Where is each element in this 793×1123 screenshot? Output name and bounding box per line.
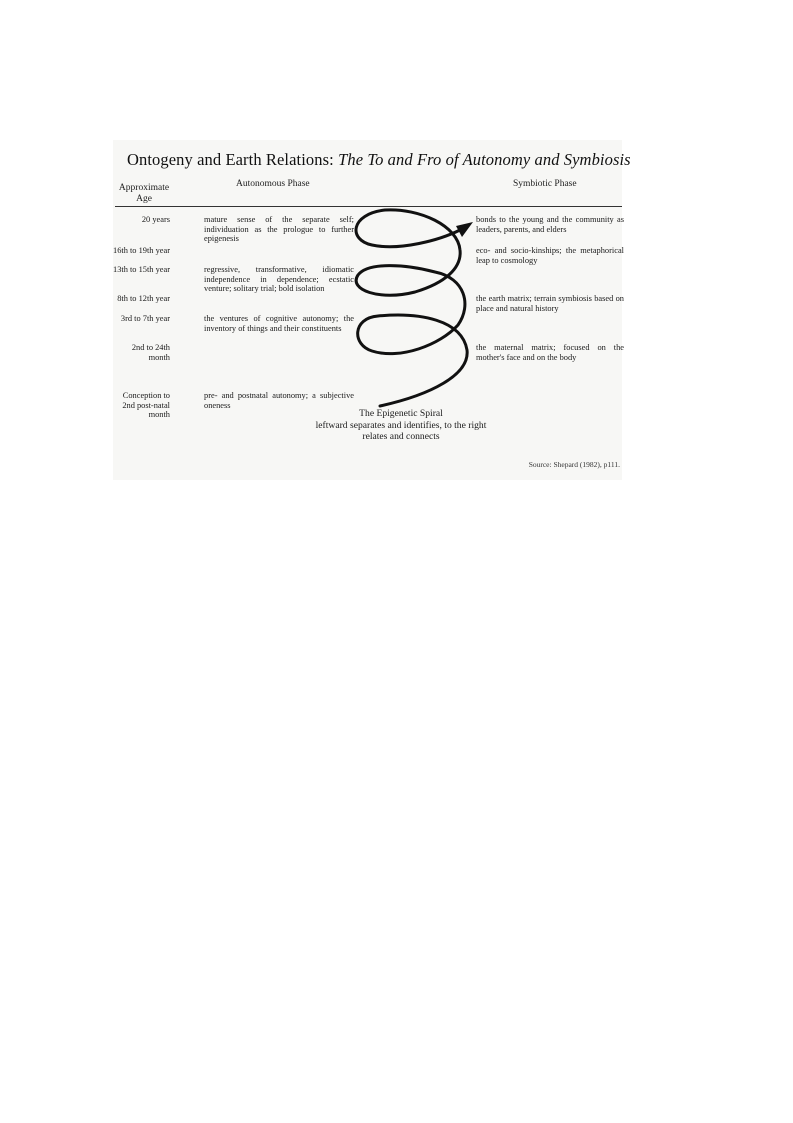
- spiral-arrowhead: [456, 222, 473, 237]
- header-symbiotic: Symbiotic Phase: [513, 179, 577, 189]
- age-label: 13th to 15th year: [113, 265, 170, 274]
- source-note: Source: Shepard (1982), p111.: [528, 460, 620, 469]
- age-label: 20 years: [141, 215, 170, 224]
- autonomous-text: regressive, transformative, idiomatic independence in dependence; ecstatic venture; solitary trial; bold isolation: [204, 265, 354, 294]
- age-label: 3rd to 7th year: [120, 314, 170, 323]
- age-label: Conception to 2nd post-natal month: [122, 391, 170, 420]
- age-label: 2nd to 24th month: [131, 343, 170, 362]
- title-subtitle: The To and Fro of Autonomy and Symbiosis: [338, 150, 631, 169]
- spiral-caption: [306, 408, 496, 443]
- symbiotic-text: eco- and socio-kinships; the metaphorical leap to cosmology: [476, 246, 624, 265]
- autonomous-text: the ventures of cognitive autonomy; the inventory of things and their constituents: [204, 314, 354, 333]
- header-age: Approximate Age: [118, 183, 170, 204]
- spiral-description: leftward separates and identifies, to the right relates and connects: [315, 419, 487, 442]
- autonomous-text: mature sense of the separate self; individuation as the prologue to further epigenesis: [204, 215, 354, 244]
- symbiotic-text: bonds to the young and the community as leaders, parents, and elders: [476, 215, 624, 234]
- age-label: 16th to 19th year: [113, 246, 170, 255]
- spiral-name: The Epigenetic Spiral: [359, 408, 443, 419]
- symbiotic-text: the maternal matrix; focused on the mother's face and on the body: [476, 343, 624, 362]
- age-label: 8th to 12th year: [117, 294, 170, 303]
- header-autonomous: Autonomous Phase: [236, 179, 310, 189]
- symbiotic-text: the earth matrix; terrain symbiosis based on place and natural history: [476, 294, 624, 313]
- autonomous-text: pre- and postnatal autonomy; a subjective oneness: [204, 391, 354, 410]
- spiral-curve: [356, 210, 467, 406]
- title-main: Ontogeny and Earth Relations:: [127, 150, 334, 169]
